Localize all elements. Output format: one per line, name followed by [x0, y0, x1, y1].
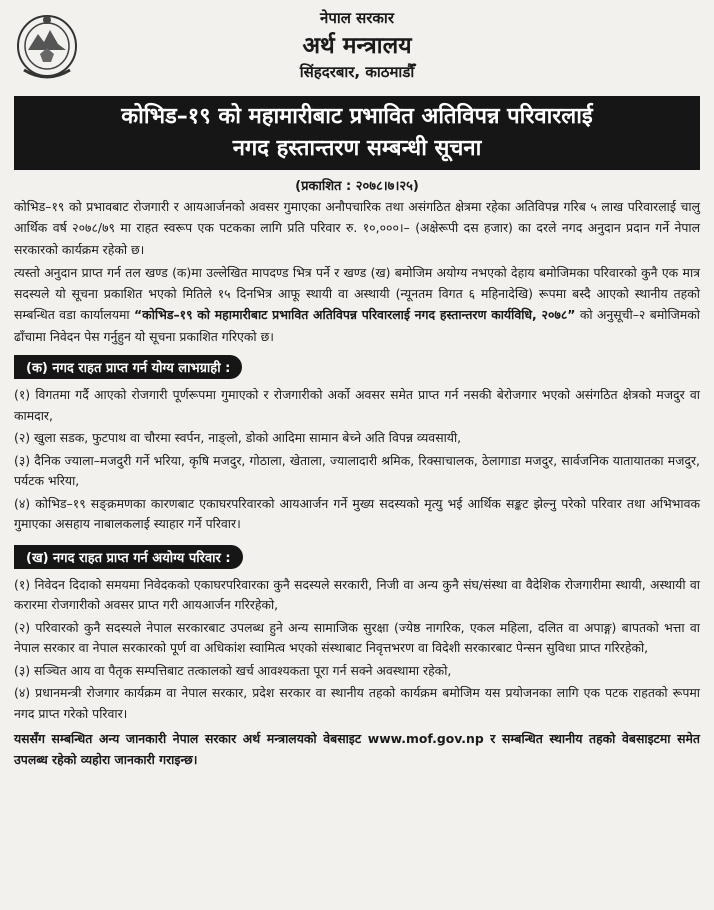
section-a-heading: (क) नगद राहत प्राप्त गर्न योग्य लाभग्राही : [14, 355, 242, 379]
title-line-2: नगद हस्तान्तरण सम्बन्धी सूचना [232, 136, 482, 161]
list-item: (३) दैनिक ज्याला–मजदुरी गर्ने भरिया, कृषि मजदुर, गोठाला, खेताला, ज्यालादारी श्रमिक, रिक्सा‍चालक, ठेलागाडा मजदुर, सार्वजनिक यातायातका मजदुर, पर्यटक भरिया, [14, 452, 700, 489]
section-b-list [14, 575, 700, 725]
footer-note: यससँग सम्बन्धित अन्य जानकारी नेपाल सरकार अर्थ मन्त्रालयको वेबसाइट www.mof.gov.np र सम्बन्धित स्थानीय तहको वेबसाइटमा समेत उपलब्ध रहेको व्यहोरा जानकारी गराइन्छ। [14, 731, 700, 768]
list-item: (४) प्रधानमन्त्री रोजगार कार्यक्रम वा नेपाल सरकार, प्रदेश सरकार वा स्थानीय तहको कार्यक्रम बमोजिम यस प्रयोजनका लागि एक पटक राहतको रूपमा नगद प्राप्त गरेको परिवार। [14, 685, 700, 721]
list-item: (४) कोभिड–१९ सङ्क्रमणका कारणबाट एकाघरपरिवारको आयआर्जन गर्ने मुख्य सदस्यको मृत्यु भई आर्थिक सङ्कट झेल्नु परेको परिवार तथा अभिभावक गुमाएका असहाय नाबालकलाई स्याहार गर्ने परिवार। [14, 495, 700, 532]
intro-paragraph-1: कोभिड–१९ को प्रभावबाट रोजगारी र आयआर्जनको अवसर गुमाएका अनौपचारिक तथा असंगठित क्षेत्रमा रहेका अतिविपन्न गरिब ५ लाख परिवारलाई चालु आर्थिक वर्ष २०७८/७९ मा राहत स्वरूप एक पटकका लागि प्रति परिवार रु. १०,०००।– (अक्षेरूपी दस हजार) का दरले नगद अनुदान प्रदान गर्ने नेपाल सरकारको कार्यक्रम रहेको छ। [14, 199, 700, 257]
published-date: (प्रकाशित : २०७८।७।२५) [295, 179, 419, 194]
intro-paragraph-2 [14, 262, 700, 347]
government-name: नेपाल सरकार [320, 9, 394, 27]
section-a-list [14, 385, 700, 535]
ministry-name: अर्थ मन्त्रालय [302, 33, 412, 59]
list-item: (३) सञ्चित आय वा पैतृक सम्पत्तिबाट तत्कालको खर्च आवश्यकता पूरा गर्न सक्ने अवस्थामा रहेको, [14, 662, 452, 678]
list-item: (१) विगतमा गर्दै आएको रोजगारी पूर्णरूपमा गुमाएको र रोजगारीको अर्को अवसर समेत प्राप्त गर्न नसकी बेरोजगार भएको असंगठित क्षेत्रको मजदुर वा कामदार, [14, 387, 700, 423]
letterhead [0, 0, 714, 92]
notice-title-banner [14, 96, 700, 170]
list-item: (१) निवेदन दिदाको समयमा निवेदकको एकाघरपरिवारका कुनै सदस्यले सरकारी, निजी वा अन्य कुनै संघ/संस्था वा वैदेशिक रोजगारीमा स्थायी, अस्थायी वा करारमा रोजगारीको अवसर प्राप्त गरी आयआर्जन गरिरहेको, [14, 576, 700, 613]
procedure-title: “कोभिड–१९ को महामारीबाट प्रभावित अतिविपन्न परिवारलाई नगद हस्तान्तरण कार्यविधि, २०७८” [134, 307, 576, 323]
list-item: (२) खुला सडक, फुटपाथ वा चौरमा स्वर्पन, नाङ्लो, डोको आदिमा सामान बेच्ने अति विपन्न व्यवसायी, [14, 430, 462, 446]
section-b-heading: (ख) नगद राहत प्राप्त गर्न अयोग्य परिवार : [14, 545, 243, 569]
title-line-1: कोभिड–१९ को महामारीबाट प्रभावित अतिविपन्न परिवारलाई [121, 104, 593, 129]
ministry-location: सिंहदरबार, काठमाडौँ [299, 63, 415, 81]
list-item: (२) परिवारको कुनै सदस्यले नेपाल सरकारबाट उपलब्ध हुने अन्य सामाजिक सुरक्षा (ज्येष्ठ नागरिक, एकल महिला, दलित वा अपाङ्ग) बापतको भत्ता वा नेपाल सरकार वा नेपाल सरकारको पूर्ण वा अधिकांश स्वामित्व भएको संस्थाबाट निवृत्तभरण वा विदेशी सरकारबाट पेन्सन सुविधा प्राप्त गरिरहेको, [14, 619, 700, 656]
intro-p2-text-a: त्यस्तो अनुदान प्राप्त गर्न तल खण्ड (क)मा उल्लेखित मापदण्ड भित्र पर्ने र खण्ड (ख) बमोजिम अयोग्य नभएको देहाय बमोजिमका परिवारको कुनै एक मात्र सदस्यले यो सूचना प्रकाशित भएको मितिले १५ दिनभित्र आफू स्थायी वा अस्थायी (न्यूनतम विगत ६ महिनादेखि) रूपमा बस्दै आएको स्थानीय तहको सम्बन्धित वडा कार्यालयमा [14, 264, 700, 323]
intro-p2-text-b: को अनुसूची–२ बमोजिमको ढाँचामा निवेदन पेस गर्नुहुन यो सूचना प्रकाशित गरिएको छ। [14, 307, 700, 344]
